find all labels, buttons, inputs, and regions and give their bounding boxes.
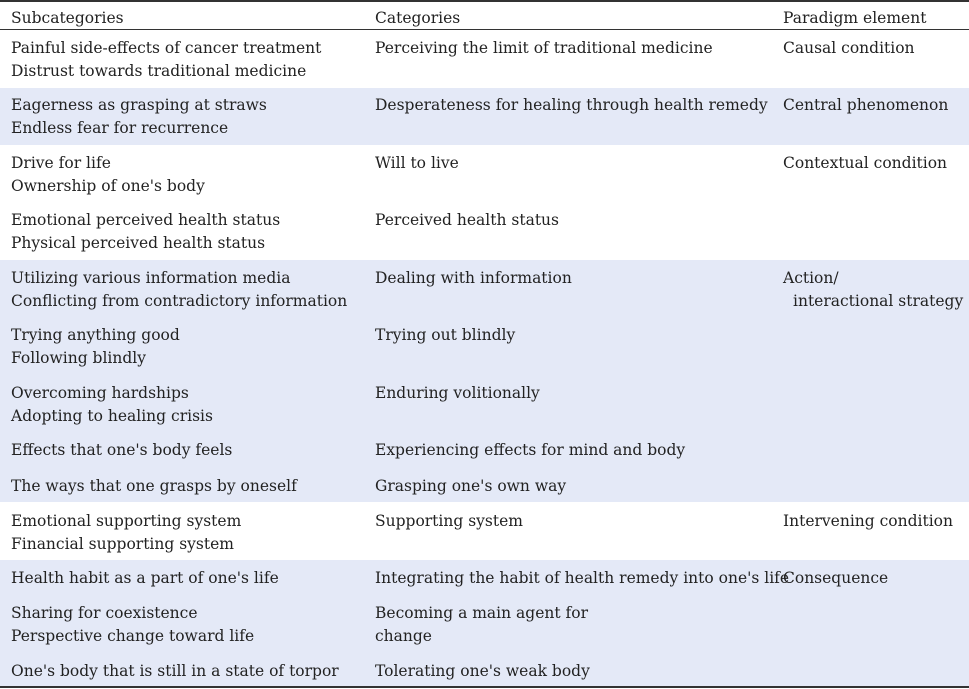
paradigm-cell: Contextual condition	[783, 154, 948, 172]
header-subcategories: Subcategories	[11, 9, 124, 27]
subcategory-cell: Health habit as a part of one's life	[11, 569, 279, 587]
subcategory-cell: The ways that one grasps by oneself	[11, 477, 297, 495]
paradigm-cell: Intervening condition	[783, 512, 953, 530]
paradigm-cell: Central phenomenon	[783, 96, 949, 114]
category-cell: Integrating the habit of health remedy into one's life	[375, 569, 790, 587]
category-cell: Becoming a main agent for change	[375, 604, 588, 645]
paradigm-cell: Causal condition	[783, 39, 915, 57]
header-categories: Categories	[375, 9, 461, 27]
table-header	[0, 0, 969, 30]
bottom-rule	[0, 686, 969, 688]
header-paradigm: Paradigm element	[783, 9, 927, 27]
paradigm-cell: Action/ interactional strategy	[783, 269, 964, 310]
subcategory-cell: Eagerness as grasping at straws Endless fear for recurrence	[11, 96, 267, 137]
paradigm-cell: Consequence	[783, 569, 889, 587]
category-cell: Will to live	[375, 154, 459, 172]
subcategory-cell: Overcoming hardships Adopting to healing crisis	[11, 384, 213, 425]
subcategory-cell: Sharing for coexistence Perspective change toward life	[11, 604, 255, 645]
category-cell: Supporting system	[375, 512, 523, 530]
subcategory-cell: Trying anything good Following blindly	[11, 326, 180, 367]
subcategory-cell: Effects that one's body feels	[11, 441, 233, 459]
subcategory-cell: Emotional perceived health status Physical perceived health status	[11, 211, 281, 252]
category-cell: Perceiving the limit of traditional medicine	[375, 39, 713, 57]
subcategory-cell: Painful side-effects of cancer treatment Distrust towards traditional medicine	[11, 39, 322, 80]
category-cell: Grasping one's own way	[375, 477, 567, 495]
category-cell: Tolerating one's weak body	[375, 662, 590, 680]
category-cell: Enduring volitionally	[375, 384, 540, 402]
subcategory-cell: Emotional supporting system Financial supporting system	[11, 512, 242, 553]
category-cell: Experiencing effects for mind and body	[375, 441, 686, 459]
subcategory-cell: Drive for life Ownership of one's body	[11, 154, 205, 195]
category-cell: Dealing with information	[375, 269, 572, 287]
category-cell: Perceived health status	[375, 211, 559, 229]
category-cell: Trying out blindly	[375, 326, 516, 344]
subcategory-cell: Utilizing various information media Conflicting from contradictory information	[11, 269, 348, 310]
subcategory-cell: One's body that is still in a state of torpor	[11, 662, 339, 680]
category-cell: Desperateness for healing through health remedy	[375, 96, 768, 114]
